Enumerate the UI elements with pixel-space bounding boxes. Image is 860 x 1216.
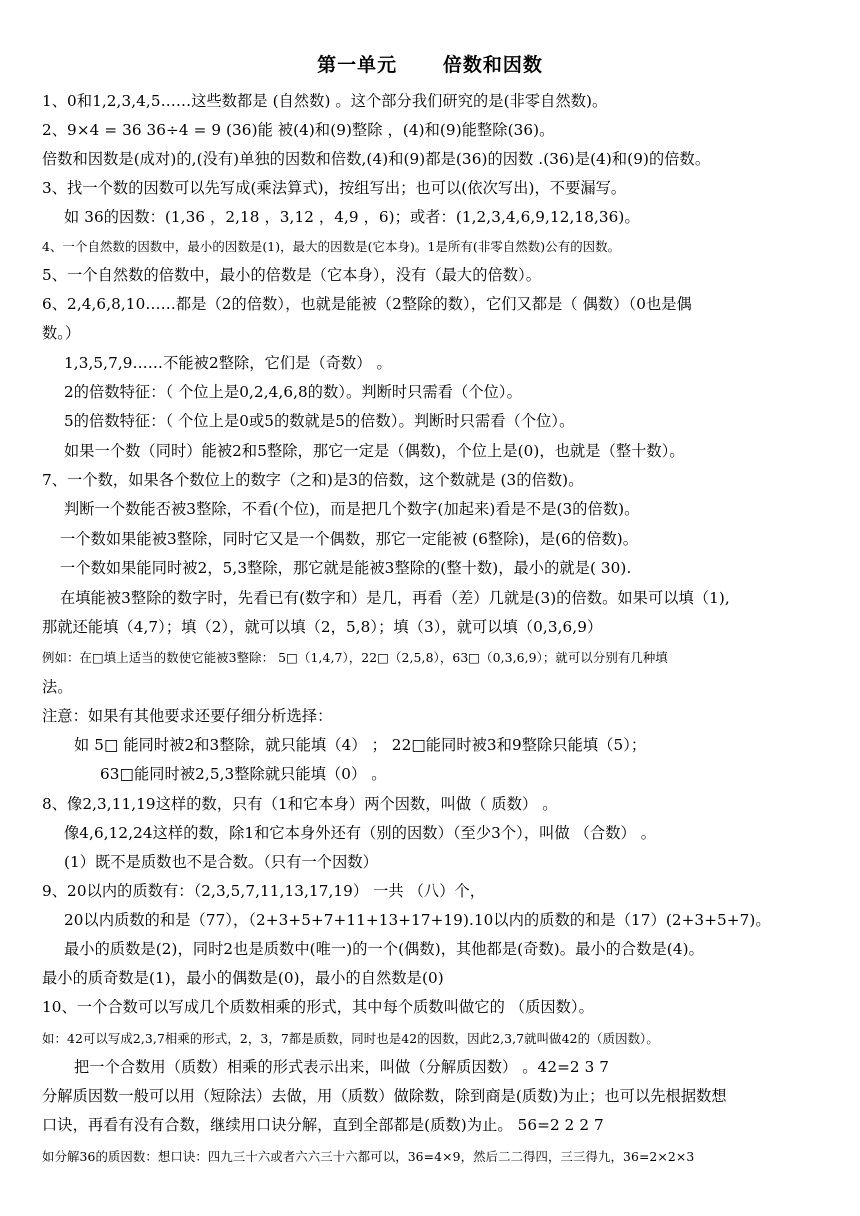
text-line: (1）既不是质数也不是合数。（只有一个因数） [64,853,378,871]
text-line: 在填能被3整除的数字时，先看已有(数字和）是几，再看（差）几就是(3)的倍数。如果可以填（1), [60,589,730,607]
text-line: 倍数和因数是(成对)的,(没有)单独的因数和倍数,(4)和(9)都是(36)的因数 .(36)是(4)和(9)的倍数。 [42,150,711,168]
text-line: 1,3,5,7,9……不能被2整除，它们是（奇数） 。 [64,354,392,372]
page-title: 第一单元 倍数和因数 [317,54,543,76]
text-line: 分解质因数一般可以用（短除法）去做，用（质数）做除数，除到商是(质数)为止；也可以先根据数想 [42,1087,727,1105]
text-line: 最小的质数是(2)，同时2也是质数中(唯一)的一个(偶数)，其他都是(奇数)。最小的合数是(4)。 [64,940,704,958]
text-line: 如 36的因数：(1,36 ，2,18 ，3,12 ，4,9 ，6)；或者：(1,2,3,4,6,9,12,18,36)。 [64,208,640,226]
text-line: 注意：如果有其他要求还要仔细分析选择： [42,707,333,725]
text-line: 9、20以内的质数有：（2,3,5,7,11,13,17,19） 一共 （八）个， [42,882,486,900]
text-line: 像4,6,12,24这样的数，除1和它本身外还有（别的因数）（至少3个），叫做 （合数） 。 [64,824,657,842]
text-line: 5、一个自然数的倍数中，最小的倍数是（它本身），没有（最大的倍数）。 [42,266,542,284]
text-line: 7、一个数，如果各个数位上的数字（之和)是3的倍数，这个数就是 (3的倍数)。 [42,471,584,489]
text-line: 一个数如果能被3整除，同时它又是一个偶数，那它一定能被 (6整除)，是(6的倍数)。 [60,530,639,548]
text-line: 如分解36的质因数：想口诀：四九三十六或者六六三十六都可以，36=4×9，然后二二得四，三三得九，36=2×2×3 [42,1149,695,1164]
text-line: 20以内质数的和是（77），（2+3+5+7+11+13+17+19).10以内的质数的和是（17）(2+3+5+7)。 [64,911,771,929]
text-line: 3、找一个数的因数可以先写成(乘法算式)，按组写出；也可以(依次写出)，不要漏写。 [42,179,627,197]
text-line: 数。） [42,324,81,342]
text-line: 口诀，再看有没有合数，继续用口诀分解，直到全部都是(质数)为止。 56=2 2 2 7 [42,1116,604,1134]
text-line: 2、9×4 = 36 36÷4 = 9 (36)能 被(4)和(9)整除 ，(4)和(9)能整除(36)。 [42,121,555,139]
text-line: 4、一个自然数的因数中，最小的因数是(1)，最大的因数是(它本身)。1是所有(非零自然数)公有的因数。 [42,239,621,254]
text-line: 一个数如果能同时被2，5,3整除，那它就是能被3整除的(整十数)，最小的就是( 30). [60,559,632,577]
text-line: 例如：在□填上适当的数使它能被3整除： 5□（1,4,7），22□（2,5,8），63□（0,3,6,9）；就可以分别有几种填 [42,650,668,665]
text-line: 如 5□ 能同时被2和3整除，就只能填（4） ； 22□能同时被3和9整除只能填（5）； [74,736,647,754]
text-line: 8、像2,3,11,19这样的数，只有（1和它本身）两个因数，叫做（ 质数） 。 [42,795,558,813]
text-line: 判断一个数能否被3整除，不看(个位)，而是把几个数字(加起来)看是不是(3的倍数)。 [64,500,640,518]
text-line: 那就还能填（4,7）；填（2），就可以填（2，5,8）；填（3），就可以填（0,3,6,9） [42,618,603,636]
text-line: 最小的质奇数是(1)，最小的偶数是(0)，最小的自然数是(0) [42,969,444,987]
text-line: 如果一个数（同时）能被2和5整除，那它一定是（偶数)，个位上是(0)，也就是（整十数）。 [64,442,685,460]
text-line: 6、2,4,6,8,10……都是（2的倍数），也就是能被（2整除的数），它们又都是（ 偶数）（0也是偶 [42,295,692,313]
text-line: 1、0和1,2,3,4,5……这些数都是 (自然数) 。这个部分我们研究的是(非零自然数)。 [42,92,608,110]
text-line: 10、一个合数可以写成几个质数相乘的形式，其中每个质数叫做它的 （质因数）。 [42,998,594,1016]
text-line: 把一个合数用（质数）相乘的形式表示出来，叫做（分解质因数） 。42=2 3 7 [74,1058,610,1076]
text-line: 如：42可以写成2,3,7相乘的形式，2，3，7都是质数，同时也是42的因数，因此2,3,7就叫做42的（质因数）。 [42,1031,659,1046]
text-line: 63□能同时被2,5,3整除就只能填（0） 。 [100,765,387,783]
text-line: 法。 [42,678,73,696]
text-line: 2的倍数特征：（ 个位上是0,2,4,6,8的数）。判断时只需看（个位）。 [64,383,522,401]
text-line: 5的倍数特征：（ 个位上是0或5的数就是5的倍数）。判断时只需看（个位）。 [64,412,575,430]
